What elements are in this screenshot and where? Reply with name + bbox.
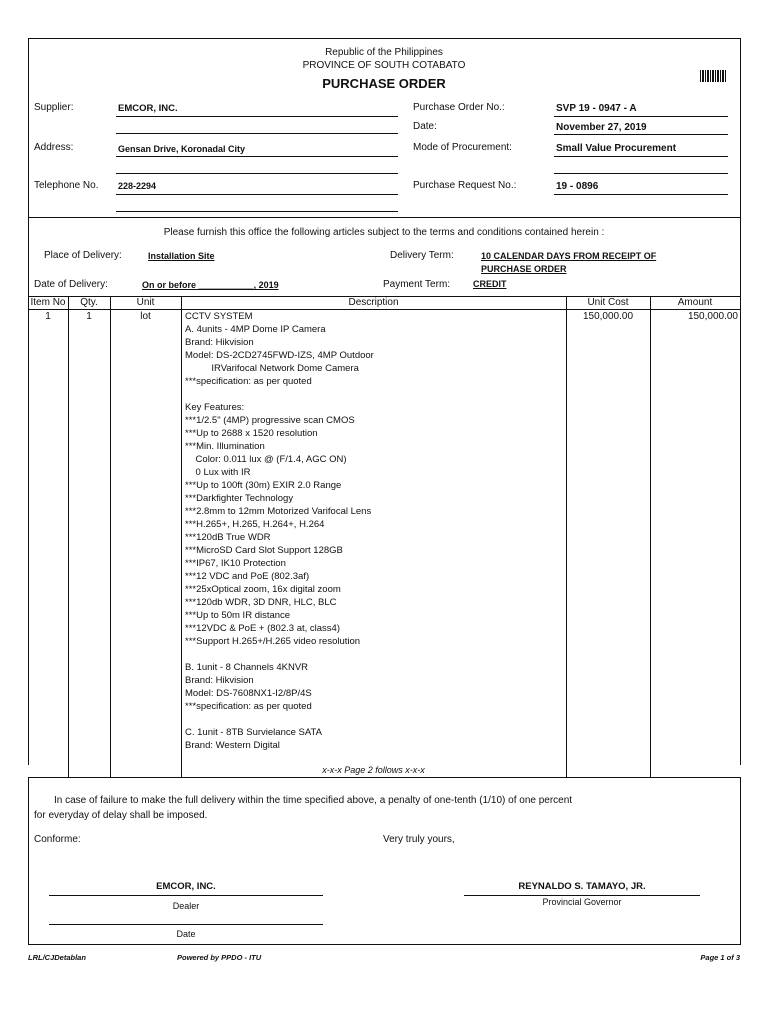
description-line: ***Support H.265+/H.265 video resolution (185, 636, 361, 647)
footer-left: LRL/CJDetablan (28, 953, 86, 962)
dealer-caption: Dealer (172, 901, 200, 911)
description-line: Model: DS-7608NX1-I2/8P/4S (185, 688, 312, 699)
description-line: Key Features: (185, 402, 245, 413)
date-of-delivery-label: Date of Delivery: (34, 279, 108, 290)
description-line: ***12VDC & PoE + (802.3 at, class4) (185, 623, 340, 634)
description-line: Brand: Hikvision (185, 337, 254, 348)
supplier-underline-2 (116, 133, 398, 134)
date-caption: Date (176, 929, 196, 939)
description-line: IRVarifocal Network Dome Camera (185, 363, 359, 374)
date-of-delivery-value: On or before ___________, 2019 (142, 280, 279, 290)
place-of-delivery-label: Place of Delivery: (44, 250, 122, 261)
description-line: ***120dB True WDR (185, 532, 271, 543)
description-line: B. 1unit - 8 Channels 4KNVR (185, 662, 309, 673)
col-header-unit: Unit (136, 297, 155, 308)
po-value: SVP 19 - 0947 - A (556, 103, 637, 114)
row-amount: 150,000.00 (687, 311, 738, 322)
col-line-5 (650, 296, 651, 777)
col-line-1 (68, 296, 69, 777)
row-unit-cost: 150,000.00 (582, 311, 634, 322)
po-label: Purchase Order No.: (413, 102, 505, 113)
description-line: ***2.8mm to 12mm Motorized Varifocal Lens (185, 506, 372, 517)
description-line (185, 649, 563, 662)
penalty-line-2: for everyday of delay shall be imposed. (34, 810, 208, 821)
official-signature-line (464, 895, 700, 896)
official-title: Provincial Governor (542, 897, 622, 907)
telephone-underline (116, 194, 398, 195)
date-signature-line (49, 924, 323, 925)
description-line: ***Up to 50m IR distance (185, 610, 291, 621)
item-description (185, 311, 563, 753)
description-line: ***Up to 100ft (30m) EXIR 2.0 Range (185, 480, 342, 491)
page-follows-note: x-x-x Page 2 follows x-x-x (322, 765, 425, 775)
row-qty: 1 (86, 311, 92, 322)
address-underline (116, 156, 398, 157)
col-header-description: Description (348, 297, 399, 308)
description-line: ***specification: as per quoted (185, 701, 312, 712)
closing-text: Very truly yours, (383, 834, 455, 845)
dealer-signature-line (49, 895, 323, 896)
description-line: 0 Lux with IR (185, 467, 251, 478)
description-line: C. 1unit - 8TB Survielance SATA (185, 727, 322, 738)
description-line: ***H.265+, H.265, H.264+, H.264 (185, 519, 325, 530)
place-of-delivery-value: Installation Site (148, 251, 215, 261)
footer-center: Powered by PPDO - ITU (177, 953, 262, 962)
bottom-box-left (28, 777, 29, 944)
supplier-value: EMCOR, INC. (118, 103, 178, 114)
description-line: Brand: Hikvision (185, 675, 254, 686)
date-value: November 27, 2019 (556, 122, 647, 133)
page-title: PURCHASE ORDER (322, 76, 446, 91)
description-line: ***specification: as per quoted (185, 376, 312, 387)
col-line-4 (566, 296, 567, 777)
date-underline (554, 134, 728, 135)
mode-label: Mode of Procurement: (413, 142, 512, 153)
conforme-label: Conforme: (34, 834, 81, 845)
po-underline (554, 116, 728, 117)
frame-top (28, 38, 740, 39)
pr-label: Purchase Request No.: (413, 180, 517, 191)
payment-term-label: Payment Term: (383, 279, 451, 290)
supplier-underline (116, 116, 398, 117)
bottom-box-bottom (28, 944, 741, 945)
payment-term-value: CREDIT (473, 279, 507, 289)
description-line: A. 4units - 4MP Dome IP Camera (185, 324, 326, 335)
divider-instruction (28, 217, 740, 218)
description-line: CCTV SYSTEM (185, 311, 253, 322)
telephone-label: Telephone No. (34, 180, 99, 191)
description-line: ***1/2.5" (4MP) progressive scan CMOS (185, 415, 355, 426)
header-province: PROVINCE OF SOUTH COTABATO (302, 60, 466, 71)
description-line: ***120db WDR, 3D DNR, HLC, BLC (185, 597, 337, 608)
col-header-qty: Qty. (80, 297, 98, 308)
mode-underline (554, 156, 728, 157)
pr-value: 19 - 0896 (556, 181, 599, 192)
header-republic: Republic of the Philippines (325, 47, 443, 58)
row-item-no: 1 (45, 311, 51, 322)
description-line (185, 714, 563, 727)
description-line: ***IP67, IK10 Protection (185, 558, 286, 569)
col-header-amount: Amount (677, 297, 713, 308)
col-line-2 (110, 296, 111, 777)
address-underline-2 (116, 173, 398, 174)
delivery-term-value-1: 10 CALENDAR DAYS FROM RECEIPT OF (481, 251, 657, 261)
instruction-text: Please furnish this office the following articles subject to the terms and conditions contained herein : (163, 227, 605, 238)
dealer-name: EMCOR, INC. (156, 881, 216, 892)
telephone-value: 228-2294 (118, 181, 157, 191)
address-label: Address: (34, 142, 74, 153)
description-line (185, 389, 563, 402)
col-header-unit-cost: Unit Cost (587, 297, 629, 308)
description-line: Brand: Western Digital (185, 740, 280, 751)
address-value: Gensan Drive, Koronadal City (118, 144, 246, 154)
description-line: ***Darkfighter Technology (185, 493, 294, 504)
supplier-label: Supplier: (34, 102, 74, 113)
pr-underline (554, 194, 728, 195)
date-label: Date: (413, 121, 437, 132)
frame-right (740, 38, 741, 765)
mode-underline-2 (554, 173, 728, 174)
row-unit: lot (140, 311, 151, 322)
description-line: ***25xOptical zoom, 16x digital zoom (185, 584, 341, 595)
bottom-box-top (28, 777, 740, 778)
bottom-box-right (740, 777, 741, 944)
delivery-term-label: Delivery Term: (390, 250, 454, 261)
description-line: Color: 0.011 lux @ (F/1.4, AGC ON) (185, 454, 347, 465)
delivery-term-value-2: PURCHASE ORDER (481, 264, 567, 274)
mode-value: Small Value Procurement (556, 143, 677, 154)
footer-right: Page 1 of 3 (700, 953, 740, 962)
description-line: Model: DS-2CD2745FWD-IZS, 4MP Outdoor (185, 350, 374, 361)
description-line: ***12 VDC and PoE (802.3af) (185, 571, 310, 582)
table-header-line (28, 309, 740, 310)
description-line: ***MicroSD Card Slot Support 128GB (185, 545, 343, 556)
penalty-line-1: In case of failure to make the full delivery within the time specified above, a penalty of one-tenth (1/10) of one percent (54, 795, 573, 806)
description-line: ***Min. Illumination (185, 441, 265, 452)
official-name: REYNALDO S. TAMAYO, JR. (518, 881, 646, 892)
telephone-underline-2 (116, 211, 398, 212)
description-line: ***Up to 2688 x 1520 resolution (185, 428, 318, 439)
frame-left (28, 38, 29, 765)
col-header-item-no: Item No (30, 297, 66, 308)
col-line-3 (181, 296, 182, 777)
